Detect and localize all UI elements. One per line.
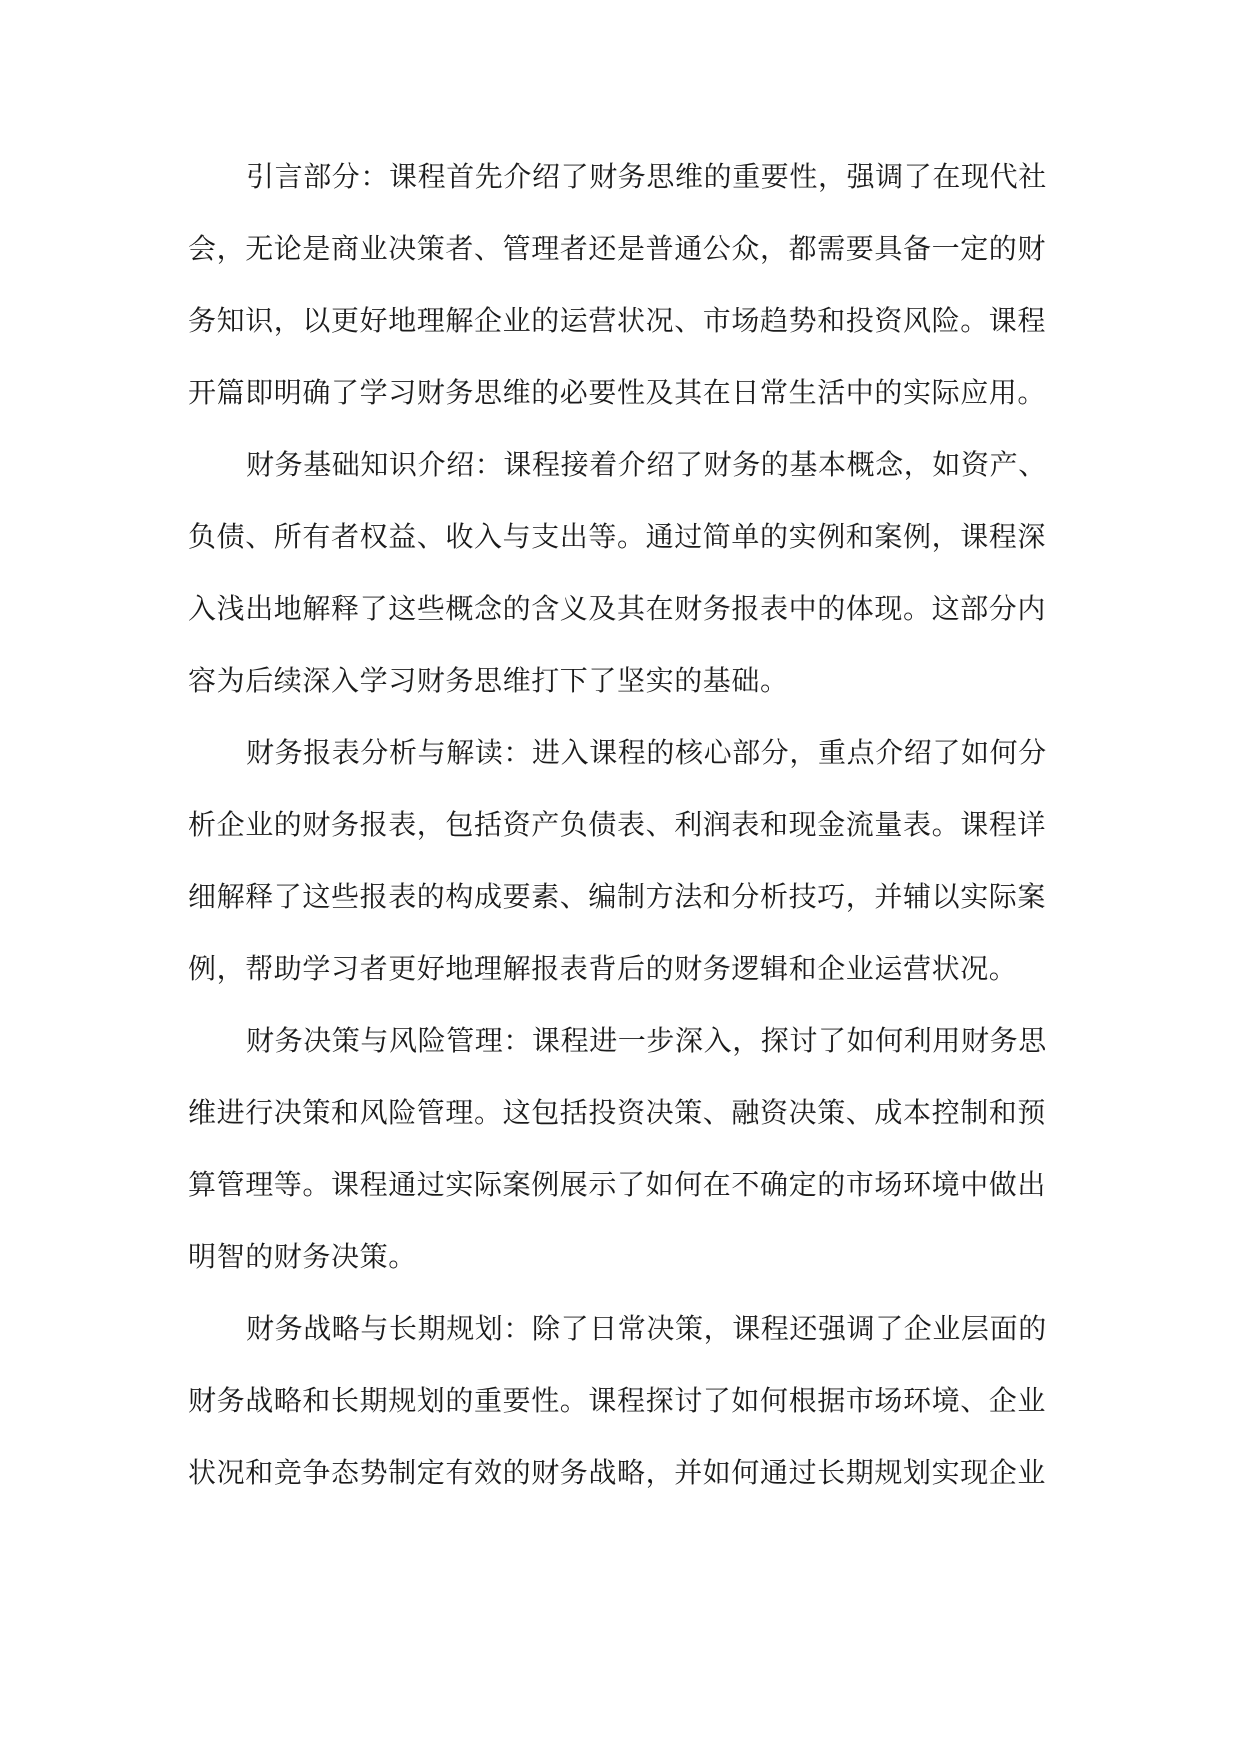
paragraph-basics-line: 入浅出地解释了这些概念的含义及其在财务报表中的体现。这部分内 (188, 592, 1047, 625)
paragraph-intro-line: 引言部分：课程首先介绍了财务思维的重要性，强调了在现代社 (246, 160, 1047, 193)
paragraph-statements-line: 例，帮助学习者更好地理解报表背后的财务逻辑和企业运营状况。 (188, 952, 1018, 985)
paragraph-intro-line: 会，无论是商业决策者、管理者还是普通公众，都需要具备一定的财 (188, 232, 1047, 265)
paragraph-decisions-line: 财务决策与风险管理：课程进一步深入，探讨了如何利用财务思 (246, 1024, 1047, 1057)
paragraph-strategy-line: 状况和竞争态势制定有效的财务战略，并如何通过长期规划实现企业 (188, 1456, 1047, 1489)
paragraph-statements-line: 财务报表分析与解读：进入课程的核心部分，重点介绍了如何分 (246, 736, 1047, 769)
paragraph-intro-line: 开篇即明确了学习财务思维的必要性及其在日常生活中的实际应用。 (188, 376, 1047, 409)
paragraph-intro-line: 务知识，以更好地理解企业的运营状况、市场趋势和投资风险。课程 (188, 304, 1047, 337)
paragraph-basics-line: 容为后续深入学习财务思维打下了坚实的基础。 (188, 664, 789, 697)
paragraph-decisions-line: 算管理等。课程通过实际案例展示了如何在不确定的市场环境中做出 (188, 1168, 1047, 1201)
paragraph-basics-line: 财务基础知识介绍：课程接着介绍了财务的基本概念，如资产、 (246, 448, 1047, 481)
paragraph-decisions-line: 明智的财务决策。 (188, 1240, 417, 1273)
paragraph-statements-line: 细解释了这些报表的构成要素、编制方法和分析技巧，并辅以实际案 (188, 880, 1047, 913)
paragraph-decisions-line: 维进行决策和风险管理。这包括投资决策、融资决策、成本控制和预 (188, 1096, 1047, 1129)
paragraph-strategy-line: 财务战略与长期规划：除了日常决策，课程还强调了企业层面的 (246, 1312, 1047, 1345)
paragraph-strategy-line: 财务战略和长期规划的重要性。课程探讨了如何根据市场环境、企业 (188, 1384, 1047, 1417)
paragraph-statements-line: 析企业的财务报表，包括资产负债表、利润表和现金流量表。课程详 (188, 808, 1047, 841)
paragraph-basics-line: 负债、所有者权益、收入与支出等。通过简单的实例和案例，课程深 (188, 520, 1047, 553)
